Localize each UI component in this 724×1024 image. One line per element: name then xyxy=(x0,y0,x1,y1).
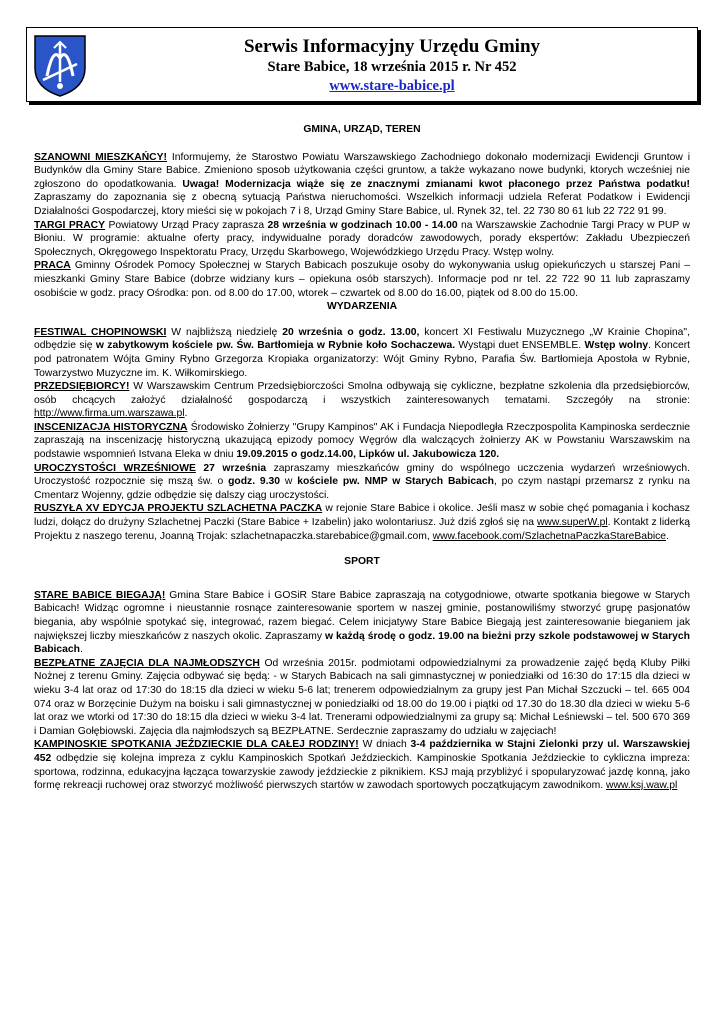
firma-link[interactable]: http://www.firma.um.warszawa.pl xyxy=(34,408,185,420)
superw-link[interactable]: www.superW.pl xyxy=(536,517,608,529)
website-link[interactable]: www.stare-babice.pl xyxy=(329,78,455,94)
article-lead: BEZPŁATNE ZAJĘCIA DLA NAJMŁODSZYCH xyxy=(34,657,260,669)
article-lead: SZANOWNI MIESZKAŃCY! xyxy=(34,151,167,163)
article-lead: INSCENIZACJA HISTORYCZNA xyxy=(34,421,188,433)
article-lead: PRZEDSIĘBIORCY! xyxy=(34,381,130,393)
section-title-wydarzenia: WYDARZENIA xyxy=(326,301,398,313)
article-lead: FESTIWAL CHOPINOWSKI xyxy=(34,326,167,338)
article-szlachetna-paczka: RUSZYŁA XV EDYCJA PROJEKTU SZLACHETNA PACZKA w rejonie Stare Babice i okolice. Jeśli masz w sobie chęć pomagania i kochasz ludzi, dołącz do drużyny Szlachetnej Paczki (Stare Babice + Izabelin) jako wolontariusz. Już dziś zgłoś się na www.superW.pl. Kontakt z liderką Projektu z naszego terenu, Joanną Trojak: szlachetnapaczka.starebabice@gmail.com, www.facebook.com/SzlachetnaPaczkaStareBabice. xyxy=(34,503,690,542)
coat-of-arms-icon xyxy=(33,34,87,98)
article-biegaja: STARE BABICE BIEGAJĄ! Gmina Stare Babice i GOSiR Stare Babice zapraszają na cotygodniowe, otwarte spotkania biegowe w Starych Babicach! Widząc ogromne i nieustannie rosnące zainteresowanie sportem w naszej gminie, postanowiliśmy stworzyć grupę pasjonatów biegania, aby wspólnie spotykać się, integrować, razem biegać. Celem inicjatywy Stare Babice Biegają jest zainteresowanie bieganiem jak największej liczby mieszkańców z naszych okolic. Zapraszamy w każdą środę o godz. 19.00 na bieżni przy szkole podstawowej w Starych Babicach. xyxy=(34,589,691,656)
newsletter-header xyxy=(26,27,698,102)
article-inscenizacja: INSCENIZACJA HISTORYCZNA Środowisko Żołnierzy "Grupy Kampinos" AK i Fundacja Niepodległa Rzeczpospolita Kampinoska serdecznie zapraszają na inscenizację historyczną ukazującą epizody pomocy Węgrów dla walczących żołnierzy AK w Powstaniu Warszawskim na podstawie wspomnień Istvana Eleka w dniu 19.09.2015 o godz.14.00, Lipków ul. Jakubowicza 120. xyxy=(34,421,691,461)
article-mieszkancy: SZANOWNI MIESZKAŃCY! Informujemy, że Starostwo Powiatu Warszawskiego Zachodniego dokonało modernizacji Ewidencji Gruntow i Budynków dla Gminy Stare Babice. Zmieniono sposob użytkowania części gruntow, a także wykazano nowe budynki, ktorych wcześniej nie zgłoszono do opodatkowania. Uwaga! Modernizacja wiąże się ze znacznymi zmianami kwot płaconego przez Państwa podatku! Zapraszamy do zapoznania się z obecną sytuacją Państwa nieruchomości. Wszelkich informacji udziela Referat Podatkow i Ewidencji Działalności Gospodarczej, ktory mieści się w pokojach 7 i 8, Urząd Gminy Stare Babice, ul. Rynek 32, tel. 22 730 80 61 lub 22 722 91 99. xyxy=(34,151,691,217)
article-lead: TARGI PRACY xyxy=(34,219,106,231)
article-lead: PRACA xyxy=(34,260,71,272)
section-title-gmina: GMINA, URZĄD, TEREN xyxy=(303,124,421,135)
ksj-link[interactable]: www.ksj.waw.pl xyxy=(605,780,678,792)
article-festiwal: FESTIWAL CHOPINOWSKI W najbliższą niedzielę 20 września o godz. 13.00, koncert XI Festiwalu Muzycznego „W Krainie Chopina", odbędzie się w zabytkowym kościele pw. Św. Bartłomieja w Rybnie koło Sochaczewa. Wystąpi duet ENSEMBLE. Wstęp wolny. Koncert pod patronatem Wójta Gminy Rybno Grzegorza Kropiaka organizatorzy: Wójt Gminy Rybno, Parafia Św. Bartłomieja Apostoła w Rybnie, Towarzystwo Muzyczne im. K. Wiłkomirskiego. xyxy=(34,326,691,379)
section-title-sport: SPORT xyxy=(344,556,380,568)
issue-date: Stare Babice, 18 września 2015 r. Nr 452 xyxy=(267,59,517,75)
article-lead: KAMPINOSKIE SPOTKANIA JEŹDZIECKIE DLA CAŁEJ RODZINY! xyxy=(34,739,359,751)
newsletter-body xyxy=(34,123,690,793)
article-przedsiebiorcy: PRZEDSIĘBIORCY! W Warszawskim Centrum Przedsiębiorczości Smolna odbywają się cykliczne, bezpłatne szkolenia dla przedsiębiorców, osób chcących założyć działalność gospodarczą i wszystkich zainteresowanych tematami. Szczegóły na stronie: http://www.firma.um.warszawa.pl. xyxy=(34,381,690,420)
article-praca: PRACA Gminny Ośrodek Pomocy Społecznej w Starych Babicach poszukuje osoby do wykonywania usług opiekuńczych u starszej Pani – mieszkanki Gminy Stare Babice (dobrze widziany kurs – opiekuna osób starszych). Informacje pod nr tel. 22 722 90 11 lub zapraszamy osobiście w godz. pracy Ośrodka: pon. od 8.00 do 17.00, wtorek – czwartek od 8.00 do 16.00, piątek od 8.00 do 15.00. xyxy=(34,260,690,299)
article-targi-pracy: TARGI PRACY Powiatowy Urząd Pracy zaprasza 28 września w godzinach 10.00 - 14.00 na Warszawskie Zachodnie Targi Pracy w PUP w Błoniu. W programie: aktualne oferty pracy, indywidualne porady doradców zawodowych, porady ekspertów: Zakładu Ubezpieczeń Społecznych, Okręgowego Inspektoratu Pracy, Urzędu Skarbowego, Wojewódzkiego Urzędu Pracy. Wstęp wolny. xyxy=(34,219,690,258)
article-uroczystosci: UROCZYSTOŚCI WRZEŚNIOWE 27 września zapraszamy mieszkańców gminy do wspólnego uczczenia wydarzeń wrześniowych. Uroczystość rozpocznie się mszą św. o godz. 9.30 w kościele pw. NMP w Starych Babicach, po czym nastąpi przemarsz z rynku na Cmentarz Wojenny, gdzie odbędzie się dalszy ciąg uroczystości. xyxy=(34,462,691,501)
article-lead: RUSZYŁA XV EDYCJA PROJEKTU SZLACHETNA PACZKA xyxy=(34,503,323,515)
article-lead: UROCZYSTOŚCI WRZEŚNIOWE xyxy=(34,462,196,474)
article-jezdzieckie: KAMPINOSKIE SPOTKANIA JEŹDZIECKIE DLA CAŁEJ RODZINY! W dniach 3-4 października w Stajni Zielonki przy ul. Warszawskiej 452 odbędzie się kolejna impreza z cyklu Kampinoskich Spotkań Jeździeckich. Kampinoskie Spotkania Jeździeckie to cykliczna impreza: sportowa, rodzinna, edukacyjna łącząca towarzyskie zawody jeździeckie z piknikiem. KSJ mają przybliżyć i spopularyzować jazdę konną, jako formę rekreacji ruchowej oraz stworzyć możliwość pierwszych startów w zawodach sportowych początkującym zawodnikom. www.ksj.waw.pl xyxy=(34,739,690,792)
newsletter-title: Serwis Informacyjny Urzędu Gminy xyxy=(243,36,541,57)
spacer xyxy=(34,543,690,555)
article-lead: STARE BABICE BIEGAJĄ! xyxy=(34,589,166,601)
article-zajecia: BEZPŁATNE ZAJĘCIA DLA NAJMŁODSZYCH Od września 2015r. podmiotami odpowiedzialnymi za prowadzenie zajęć będą Kluby Piłki Nożnej z terenu Gminy. Zajęcia odbywać się będą: - w Starych Babicach na sali gimnastycznej w poniedziałki od 16:30 do 17:15 dla dzieci w wieku 3-4 lat oraz od 17:30 do 18:15 dla dzieci w wieku 5-6 lat; trenerem odpowiedzialnym za grupy jest Pan Michał Szczucki – tel. 665 004 074 oraz w Borzęcinie Dużym na boisku i sali gimnastycznej w poniedziałki od 18.00 do 19.00 i piątki od 17.30 do 18.30 dla dzieci w wieku 5-6 lat oraz we wtorki od 17:30 do 18:15 dla dzieci w wieku 3-4 lat. Trenerami odpowiedzialnymi za grupy są: Michał Leśniewski – tel. 500 670 369 i Damian Gołębiowski. Zajęcia dla najmłodszych są BEZPŁATNE. Serdecznie zapraszamy do udziału w zajęciach! xyxy=(34,657,690,737)
facebook-link[interactable]: www.facebook.com/SzlachetnaPaczkaStareBabice xyxy=(432,530,667,542)
